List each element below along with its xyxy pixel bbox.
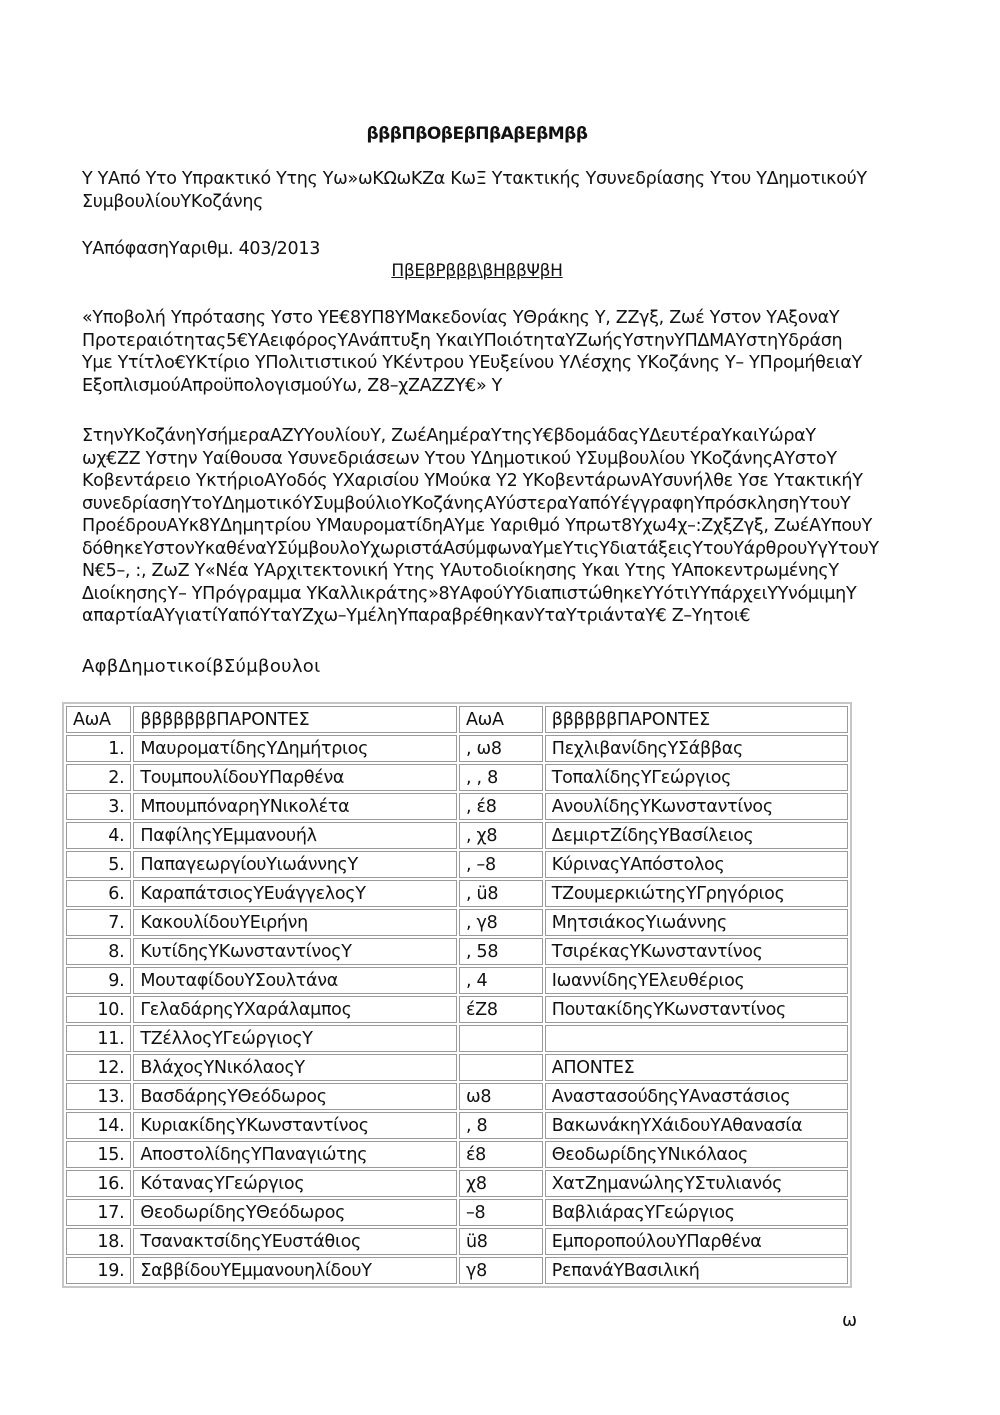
row-number: 4. [66, 822, 131, 849]
members-table [62, 702, 852, 1288]
member-name: ΓελαδάρηςΥΧαράλαμπος [133, 996, 457, 1023]
row-number-2: ω8 [459, 1083, 543, 1110]
table-row [66, 1112, 848, 1139]
table-row [66, 909, 848, 936]
member-name-2: ΤοπαλίδηςΥΓεώργιος [545, 764, 848, 791]
table-row [66, 1199, 848, 1226]
member-name-2: ΡεπανάΥΒασιλική [545, 1257, 848, 1284]
table-row [66, 1054, 848, 1081]
table-body [66, 735, 848, 1284]
row-number: 15. [66, 1141, 131, 1168]
row-number-2: , ω8 [459, 735, 543, 762]
member-name: ΘεοδωρίδηςΥΘεόδωρος [133, 1199, 457, 1226]
table-row [66, 1025, 848, 1052]
row-number: 8. [66, 938, 131, 965]
member-name-2: ΔεμιρτΖίδηςΥΒασίλειος [545, 822, 848, 849]
member-name-2: ΕμποροπούλουΥΠαρθένα [545, 1228, 848, 1255]
row-number: 13. [66, 1083, 131, 1110]
row-number: 18. [66, 1228, 131, 1255]
header-present-2: ββββββΠΑΡΟΝΤΕΣ [545, 706, 848, 733]
member-name-2: ΜητσιάκοςΥιωάννης [545, 909, 848, 936]
member-name-2: ΒακωνάκηΥΧάιδουΥΑθανασία [545, 1112, 848, 1139]
header-number-2: ΑωΑ [459, 706, 543, 733]
row-number-2: έZ8 [459, 996, 543, 1023]
table-row [66, 1083, 848, 1110]
member-name: ΜαυροματίδηςΥΔημήτριος [133, 735, 457, 762]
member-name-2 [545, 1025, 848, 1052]
member-name-2: ΘεοδωρίδηςΥΝικόλαος [545, 1141, 848, 1168]
row-number: 19. [66, 1257, 131, 1284]
subject-paragraph: «Υποβολή Υπρότασης Υστο ΥΕ€8ΥΠ8ΥΜακεδονίας ΥΘράκης Υ, ΖΖγξ, Ζωέ Υστον ΥΑξοναΥ Προτεραιότητας5€ΥΑειφόροςΥΑνάπτυξη ΥκαιΥΠοιότηταΥΖωήςΥστηνΥΠΔΜΑΥστηΥδράση Υμε Υτίτλο€ΥΚτίριο ΥΠολιτιστικού ΥΚέντρου ΥΕυξείνου ΥΛέσχης ΥΚοζάνης Υ– ΥΠρομήθειαΥ ΕξοπλισμούΑπροϋπολογισμούΥω, Z8–χΖΑΖΖΥ€» Υ [82, 308, 862, 396]
member-name: ΚυριακίδηςΥΚωνσταντίνος [133, 1112, 457, 1139]
table-row [66, 996, 848, 1023]
member-name: ΚαραπάτσιοςΥΕυάγγελοςΥ [133, 880, 457, 907]
table-row [66, 1228, 848, 1255]
row-number: 11. [66, 1025, 131, 1052]
table-row [66, 764, 848, 791]
member-name: ΤσανακτσίδηςΥΕυστάθιος [133, 1228, 457, 1255]
member-name: ΜπουμπόναρηΥΝικολέτα [133, 793, 457, 820]
member-name: ΜουταφίδουΥΣουλτάνα [133, 967, 457, 994]
row-number-2: , 8 [459, 1112, 543, 1139]
member-name-2: ΤσιρέκαςΥΚωνσταντίνος [545, 938, 848, 965]
member-name-2: ΑναστασούδηςΥΑναστάσιος [545, 1083, 848, 1110]
member-name: ΠαπαγεωργίουΥιωάννηςΥ [133, 851, 457, 878]
row-number: 12. [66, 1054, 131, 1081]
table-row [66, 938, 848, 965]
intro-paragraph: Υ ΥΑπό Υτο Υπρακτικό Υτης Υω»ωΚΩωΚΖα ΚωΞ Υτακτικής Υσυνεδρίασης Υτου ΥΔημοτικούΥ ΣυμβουλίουΥΚοζάνης [82, 169, 867, 212]
row-number-2 [459, 1025, 543, 1052]
member-name-2: ΑΠΟΝΤΕΣ [545, 1054, 848, 1081]
member-name: ΒλάχοςΥΝικόλαοςΥ [133, 1054, 457, 1081]
row-number-2: , ü8 [459, 880, 543, 907]
row-number: 3. [66, 793, 131, 820]
row-number: 16. [66, 1170, 131, 1197]
table-row [66, 1257, 848, 1284]
row-number: 14. [66, 1112, 131, 1139]
row-number-2: , 4 [459, 967, 543, 994]
member-name-2: ΧατΖημανώληςΥΣτυλιανός [545, 1170, 848, 1197]
table-row [66, 822, 848, 849]
row-number: 1. [66, 735, 131, 762]
member-name-2: ΠεχλιβανίδηςΥΣάββας [545, 735, 848, 762]
member-name-2: ΙωαννίδηςΥΕλευθέριος [545, 967, 848, 994]
table-row [66, 851, 848, 878]
member-name: ΤουμπουλίδουΥΠαρθένα [133, 764, 457, 791]
row-number: 7. [66, 909, 131, 936]
table-row [66, 793, 848, 820]
table-row [66, 967, 848, 994]
header-number: ΑωΑ [66, 706, 131, 733]
row-number-2: ü8 [459, 1228, 543, 1255]
member-name: ΚυτίδηςΥΚωνσταντίνοςΥ [133, 938, 457, 965]
row-number: 5. [66, 851, 131, 878]
row-number-2: , χ8 [459, 822, 543, 849]
row-number-2: , , 8 [459, 764, 543, 791]
row-number: 10. [66, 996, 131, 1023]
row-number: 2. [66, 764, 131, 791]
table-row [66, 735, 848, 762]
body-paragraph: ΣτηνΥΚοζάνηΥσήμεραΑΖΥΥουλίουΥ, ΖωέΑημέραΥτηςΥ€βδομάδαςΥΔευτέραΥκαιΥώραΥ ωχ€ΖΖ Υστην Υαίθουσα Υσυνεδριάσεων Υτου ΥΔημοτικού ΥΣυμβουλίου ΥΚοζάνηςΑΥστοΥ Κοβεντάρειο ΥκτήριοΑΥοδός ΥΧαρισίου ΥΜούκα Υ2 ΥΚοβεντάρωνΑΥσυνήλθε Υσε ΥτακτικήΥ συνεδρίασηΥτοΥΔημοτικόΥΣυμβούλιοΥΚοζάνηςΑΥύστεραΥαπόΥέγγραφηΥπρόσκλησηΥτουΥ ΠροέδρουΑΥκ8ΥΔημητρίου ΥΜαυροματίδηΑΥμε Υαριθμό Υπρωτ8Υχω4χ–:ΖχξΖγξ, ΖωέΑΥπουΥ δόθηκεΥστονΥκαθέναΥΣύμβουλοΥχωριστάΑσύμφωναΥμεΥτιςΥδιατάξειςΥτουΥάρθρουΥγΥτουΥ N€5–, :, ΖωΖ Υ«Νέα ΥΑρχιτεκτονική Υτης ΥΑυτοδιοίκησης Υκαι Υτης ΥΑποκεντρωμένηςΥ ΔιοίκησηςΥ– ΥΠρόγραμμα ΥΚαλλικράτης»8ΥΑφούΥΥδιαπιστώθηκεΥΥότιΥΥπάρχειΥΥνόμιμηΥ απαρτίαΑΥγιατίΥαπόΥταΥΖχω–ΥμέληΥπαραβρέθηκανΥταΥτριάνταΥ€ Z–Υητοι€ [82, 426, 879, 626]
row-number-2: –8 [459, 1199, 543, 1226]
member-name: ΚακουλίδουΥΕιρήνη [133, 909, 457, 936]
member-name: ΣαββίδουΥΕμμανουηλίδουΥ [133, 1257, 457, 1284]
member-name: ΒασδάρηςΥΘεόδωρος [133, 1083, 457, 1110]
row-number-2: , –8 [459, 851, 543, 878]
member-name-2: ΠουτακίδηςΥΚωνσταντίνος [545, 996, 848, 1023]
document-heading: βββΠβΟβΕβΠβΑβΕβΜββ [366, 124, 588, 144]
row-number-2: , 58 [459, 938, 543, 965]
row-number-2: , γ8 [459, 909, 543, 936]
member-name: ΠαφίληςΥΕμμανουήλ [133, 822, 457, 849]
member-name-2: ΤΖουμερκιώτηςΥΓρηγόριος [545, 880, 848, 907]
table-header-row [66, 706, 848, 733]
table-row [66, 1141, 848, 1168]
member-name-2: ΒαβλιάραςΥΓεώργιος [545, 1199, 848, 1226]
decision-number: ΥΑπόφασηΥαριθμ. 403/2013 [82, 239, 321, 259]
row-number-2: , έ8 [459, 793, 543, 820]
member-name-2: ΚύριναςΥΑπόστολος [545, 851, 848, 878]
row-number: 9. [66, 967, 131, 994]
table-row [66, 1170, 848, 1197]
member-name-2: ΑνουλίδηςΥΚωνσταντίνος [545, 793, 848, 820]
header-present: βββββββΠΑΡΟΝΤΕΣ [133, 706, 457, 733]
row-number-2: γ8 [459, 1257, 543, 1284]
member-name: ΤΖέλλοςΥΓεώργιοςΥ [133, 1025, 457, 1052]
row-number: 6. [66, 880, 131, 907]
subject-title: ΠβΕβΡβββ\βΗββΨβΗ [391, 261, 563, 281]
member-name: ΑποστολίδηςΥΠαναγιώτης [133, 1141, 457, 1168]
page-number: ω [842, 1310, 858, 1331]
table-row [66, 880, 848, 907]
row-number-2: χ8 [459, 1170, 543, 1197]
row-number-2: έ8 [459, 1141, 543, 1168]
row-number: 17. [66, 1199, 131, 1226]
councillors-label: ΑφβΔημοτικοίβΣύμβουλοι [82, 656, 321, 677]
row-number-2 [459, 1054, 543, 1081]
member-name: ΚόταναςΥΓεώργιος [133, 1170, 457, 1197]
